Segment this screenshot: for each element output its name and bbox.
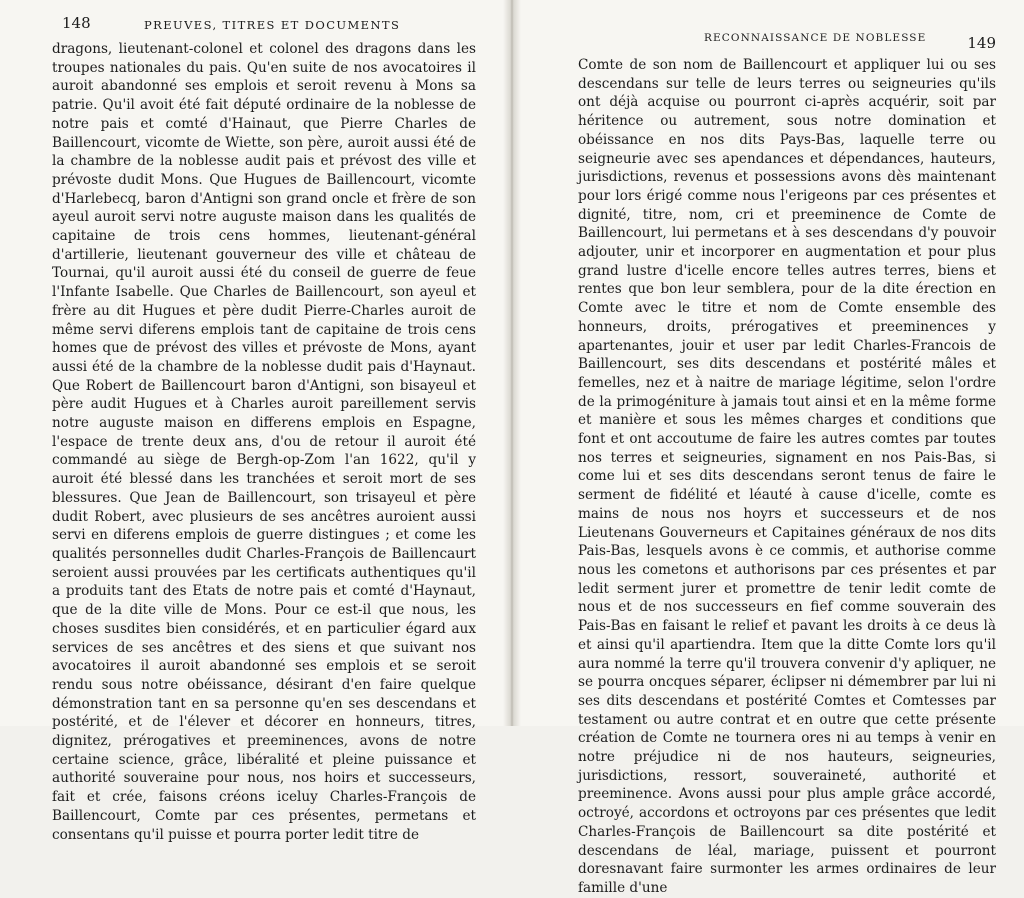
left-page — [0, 0, 512, 843]
left-page-header — [52, 14, 476, 36]
book-gutter — [503, 0, 521, 726]
right-page-number: 149 — [967, 34, 996, 52]
left-running-header: PREUVES, TITRES ET DOCUMENTS — [144, 18, 401, 32]
left-page-text: dragons, lieutenant-colonel et colonel des dragons dans les troupes nationales du pais. Qu'en suite de nos avocatoires il auroit abandonné ses emplois et seroit revenu à Mons sa patrie. Qu'il avoit été fait député ordinaire de la noblesse de notre pais et comté d'Hainaut, que Pierre Charles de Baillencourt, vicomte de Wiette, son père, auroit aussi été de la chambre de la noblesse audit pais et prévost des ville et prévoste dudit Mons. Que Hugues de Baillencourt, vicomte d'Harlebecq, baron d'Antigni son grand oncle et frère de son ayeul auroit servi notre auguste maison dans les qualités de capitaine de trois cens hommes, lieutenant-général d'artillerie, lieutenant gouverneur des ville et château de Tournai, qu'il auroit aussi été du conseil de guerre de feue l'Infante Isabelle. Que Charles de Baillencourt, son ayeul et frère au dit Hugues et père dudit Pierre-Charles auroit de même servi diferens emplois tant de capitaine de trois cens homes que de prévost des villes et prévoste de Mons, ayant aussi été de la chambre de la noblesse dudit pais d'Haynaut. Que Robert de Baillencourt baron d'Antigni, son bisayeul et père audit Hugues et à Charles auroit pareillement servis notre auguste maison en differens emplois en Espagne, l'espace de trente deux ans, d'ou de retour il auroit été commandé au siège de Bergh-op-Zom l'an 1622, qu'il y auroit été blessé dans les tranchées et seroit mort de ses blessures. Que Jean de Baillencourt, son trisayeul et père dudit Robert, avec plusieurs de ses ancêtres auroient aussi servi en diferens emplois de guerre distingues ; et come les qualités personnelles dudit Charles-François de Baillencaurt seroient aussi prouvées par les certificats authentiques qu'il a produits tant des Etats de notre pais et comté d'Haynaut, que de la dite ville de Mons. Pour ce est-il que nous, les choses susdites bien considérés, et en particulier égard aux services de ses ancêtres et des siens et que suivant nos avocatoires il auroit abandonné ses emplois et se seroit rendu sous notre obéissance, désirant d'en faire quelque démonstration tant en sa personne qu'en ses descendans et postérité, et de l'élever et décorer en honneurs, titres, dignitez, prérogatives et preeminences, avons de notre certaine science, grâce, libéralité et pleine puissance et authorité souveraine pour nous, nos hoirs et successeurs, fait et crée, faisons créons iceluy Charles-François de Baillencourt, Comte par ces présentes, permetans et consentans qu'il puisse et pourra porter ledit titre de — [52, 41, 476, 843]
right-page — [512, 0, 1024, 896]
right-page-header — [578, 26, 996, 56]
right-page-text: Comte de son nom de Baillencourt et appliquer lui ou ses descendans sur telle de leurs terres ou seigneuries qu'ils ont déjà acquise ou pourront ci-après acquérir, soit par héritence ou autrement, sous notre domination et obéissance en nos dits Pays-Bas, laquelle terre ou seigneurie avec ses apendances et dépendances, hauteurs, jurisdictions, revenus et possessions avons dès maintenant pour lors érigé comme nous l'erigeons par ces présentes et dignité, titre, nom, cri et preeminence de Comte de Baillencourt, lui permetans et à ses descendans d'y pouvoir adjouter, unir et incorporer en augmentation et pour plus grand lustre d'icelle encore telles autres terres, biens et rentes que bon leur semblera, pour de la dite érection en Comte avec le titre et nom de Comte ensemble des honneurs, droits, prérogatives et preeminences y apartenantes, jouir et user par ledit Charles-Francois de Baillencourt, ses dits descendans et postérité mâles et femelles, nez et à naitre de mariage légitime, selon l'ordre de la primogéniture à jamais tout ainsi et en la même forme et manière et sous les mêmes charges et conditions que font et ont accoutume de faire les autres comtes par toutes nos terres et seigneuries, signament en nos Pais-Bas, si come lui et ses dits descendans seront tenus de faire le serment de fidélité et léauté à cause d'icelle, comte es mains de nous nos hoyrs et successeurs et de nos Lieutenans Gouverneurs et Capitaines généraux de nos dits Pais-Bas, lesquels avons è ce commis, et authorise comme nous les cometons et authorisons par ces présentes et par ledit serment jurer et promettre de tenir ledit comte de nous et de nos successeurs en fief comme souverain des Pais-Bas en faisant le relief et pavant les droits à ce deus là et ainsi qu'il apartiendra. Item que la ditte Comte lors qu'il aura nommé la terre qu'il trouvera convenir d'y apliquer, ne se pourra oncques séparer, éclipser ni démembrer par lui ni ses dits descendans et postérité Comtes et Comtesses par testament ou autre contrat et en outre que cette présente création de Comte ne tournera ores ni au temps à venir en notre préjudice ni de nos hauteurs, seigneuries, jurisdictions, ressort, souveraineté, authorité et preeminence. Avons aussi pour plus ample grâce accordé, octroyé, accordons et octroyons par ces présentes que ledit Charles-François de Baillencourt sa dite postérité et descendans de léal, mariage, puissent et pourront doresnavant faire surmonter les armes ordinaires de leur famille d'une — [578, 57, 996, 896]
right-page-body — [578, 56, 996, 898]
right-running-header: RECONNAISSANCE DE NOBLESSE — [704, 32, 927, 44]
left-page-body — [52, 40, 476, 844]
left-page-number: 148 — [62, 14, 91, 32]
